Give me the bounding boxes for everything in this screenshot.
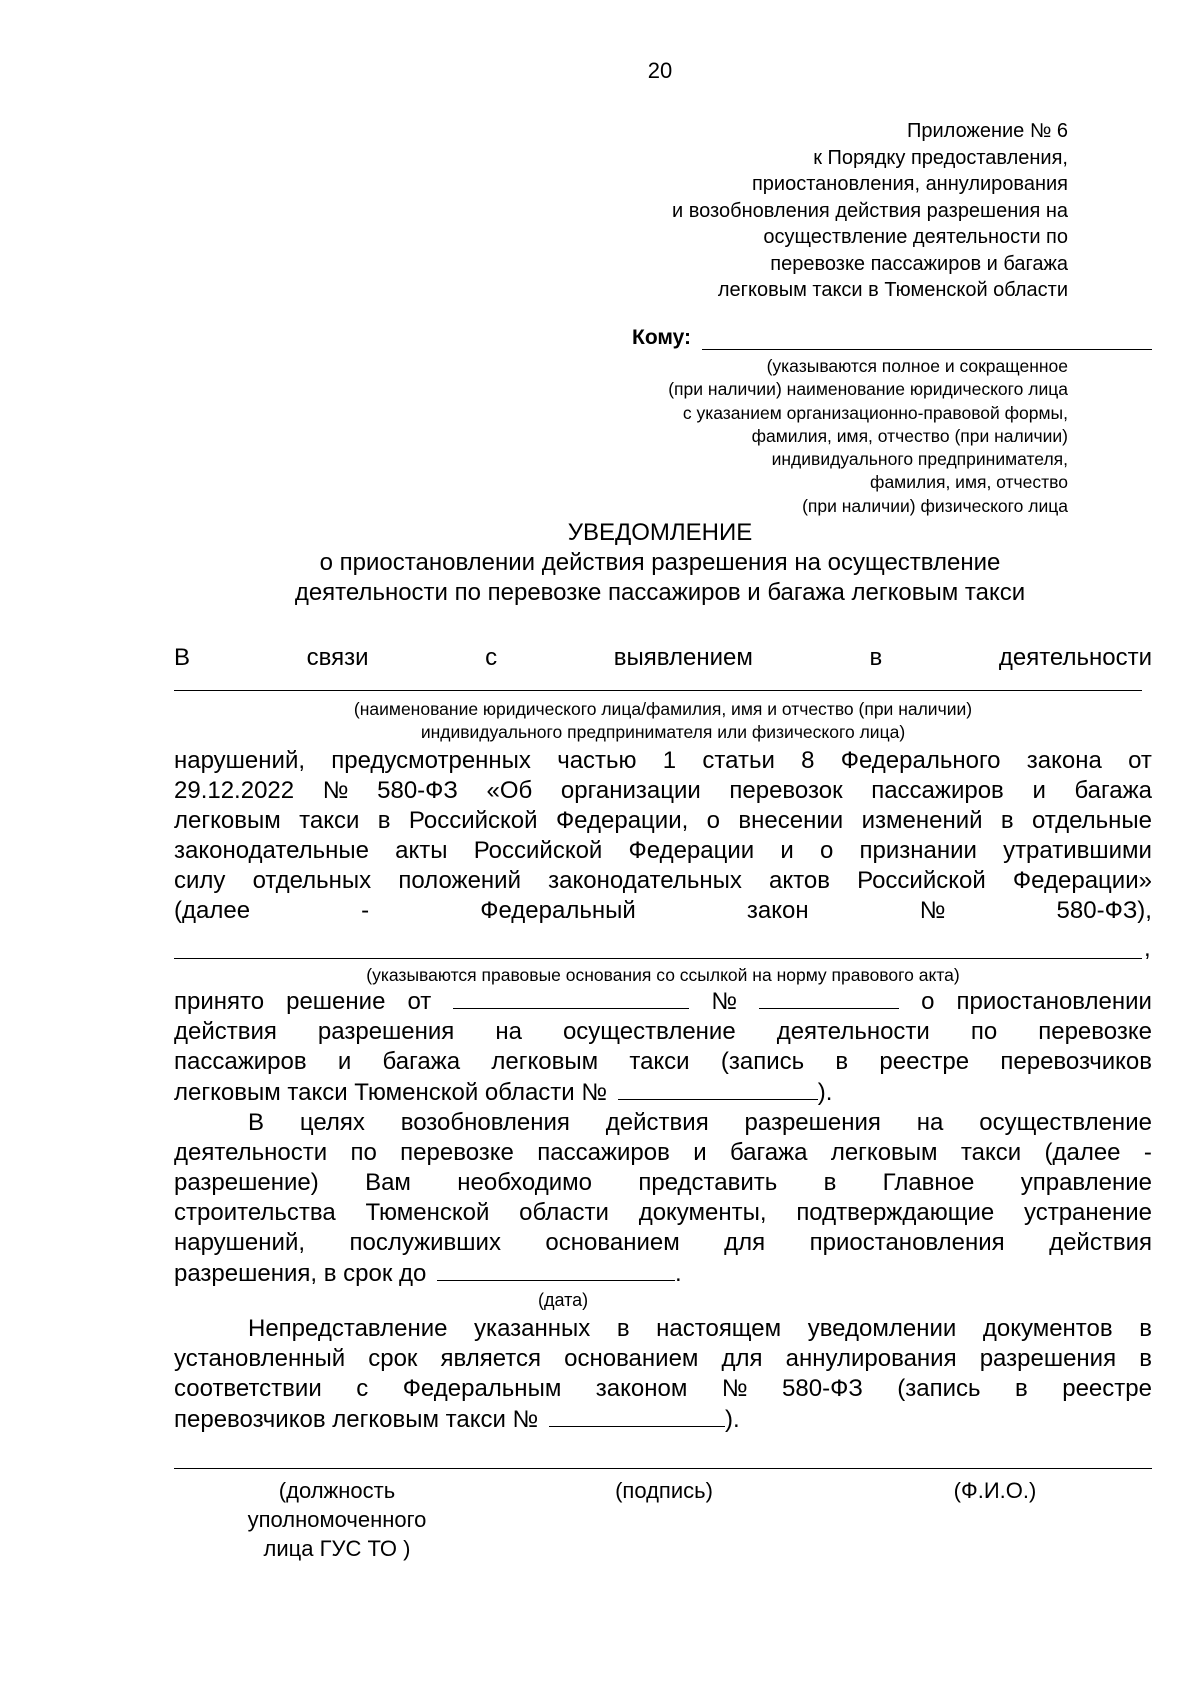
word: силу xyxy=(174,867,226,894)
word: и xyxy=(1032,777,1046,804)
word: по xyxy=(350,1139,377,1166)
word: Российской xyxy=(857,867,986,894)
word: организации xyxy=(560,777,701,804)
page-number: 20 xyxy=(647,58,673,83)
word: ). xyxy=(724,1406,740,1433)
law-line xyxy=(174,776,1152,806)
word: - xyxy=(361,897,370,924)
intro-word: выявлением xyxy=(613,644,753,671)
word: внесении xyxy=(738,807,844,834)
word: и xyxy=(780,837,794,864)
word: Тюменской xyxy=(365,1199,490,1226)
word: установленный xyxy=(174,1345,346,1372)
signature-name: (Ф.И.О.) xyxy=(953,1478,1037,1503)
annul-line xyxy=(174,1344,1152,1374)
word: деятельности xyxy=(174,1139,328,1166)
word: в xyxy=(377,807,391,834)
word: перевозке xyxy=(1038,1018,1152,1045)
word: соответствии xyxy=(174,1375,322,1402)
word: Федерации, xyxy=(555,807,689,834)
word: необходимо xyxy=(457,1169,592,1196)
word: «Об xyxy=(486,777,533,804)
legal-basis-hint: (указываются правовые основания со ссылкой на норму правового акта) xyxy=(366,965,960,985)
word: Федеральный xyxy=(480,897,636,924)
word: уведомлении xyxy=(807,1315,957,1342)
word: документы, xyxy=(638,1199,767,1226)
word: закона xyxy=(1026,747,1102,774)
word: законодательных xyxy=(548,867,742,894)
legal-basis-comma: , xyxy=(1144,935,1151,962)
word: устранение xyxy=(1023,1199,1152,1226)
word: в xyxy=(823,1169,837,1196)
recipient-hint-line: (указываются полное и сокращенное xyxy=(766,356,1068,376)
word: действия xyxy=(1049,1229,1152,1256)
word: представить xyxy=(638,1169,778,1196)
word: 1 xyxy=(662,747,677,774)
word: - xyxy=(1143,1139,1152,1166)
word: и xyxy=(693,1139,707,1166)
law-line xyxy=(174,806,1152,836)
word: (далее xyxy=(1044,1139,1121,1166)
recipient-hint-line: с указанием организационно-правовой формы, xyxy=(682,402,1068,423)
word: В xyxy=(248,1109,265,1136)
appendix-line: Приложение № 6 xyxy=(907,120,1068,142)
intro-word: деятельности xyxy=(998,644,1152,671)
word: осуществление xyxy=(979,1109,1152,1136)
word: такси xyxy=(960,1139,1022,1166)
word: принято xyxy=(174,988,265,1015)
word: Российской xyxy=(473,837,603,864)
entity-hint: индивидуального предпринимателя или физического лица) xyxy=(420,722,906,742)
recipient-hint-line: (при наличии) физического лица xyxy=(802,495,1068,516)
appendix-header xyxy=(672,118,1068,304)
word: пассажиров xyxy=(174,1048,307,1075)
word: от xyxy=(1128,747,1152,774)
word: с xyxy=(356,1375,369,1402)
signature-position xyxy=(232,1476,442,1563)
intro-line xyxy=(174,643,1152,673)
recipient-hint-line: фамилия, имя, отчество (при наличии) xyxy=(751,425,1068,446)
word: № xyxy=(721,1375,748,1402)
resume-line xyxy=(174,1258,1152,1289)
word: № xyxy=(711,988,738,1015)
decision-line xyxy=(174,1077,1152,1108)
word: разрешения xyxy=(979,1345,1117,1372)
word: указанных xyxy=(474,1315,591,1342)
word: для xyxy=(721,1345,763,1372)
word: багажа xyxy=(729,1139,808,1166)
appendix-line: осуществление деятельности по xyxy=(763,226,1068,248)
recipient-hint-line: индивидуального предпринимателя, xyxy=(771,449,1068,470)
word: перевозке xyxy=(400,1139,514,1166)
word: нарушений, xyxy=(174,747,306,774)
word: пассажиров xyxy=(537,1139,670,1166)
word: утратившими xyxy=(1003,837,1152,864)
word: подтверждающие xyxy=(796,1199,995,1226)
word: приостановления xyxy=(809,1229,1005,1256)
word: основанием xyxy=(545,1229,680,1256)
appendix-line: легковым такси в Тюменской области xyxy=(717,279,1068,301)
word: в xyxy=(1000,807,1014,834)
word: осуществление xyxy=(562,1018,736,1045)
date-hint: (дата) xyxy=(538,1290,589,1310)
word: нарушений, xyxy=(174,1229,306,1256)
recipient-hint xyxy=(668,355,1068,518)
signature-line xyxy=(174,1468,1152,1469)
law-line xyxy=(174,866,1152,896)
word: такси xyxy=(629,1048,690,1075)
word: строительства xyxy=(174,1199,336,1226)
word: области xyxy=(519,1199,609,1226)
word: послуживших xyxy=(349,1229,501,1256)
entity-blank-line xyxy=(174,690,1142,691)
word: разрешения xyxy=(744,1109,881,1136)
word: пассажиров xyxy=(871,777,1004,804)
word: в xyxy=(1015,1375,1028,1402)
resume-paragraph xyxy=(174,1108,1152,1289)
word: разрешения, в срок до xyxy=(174,1260,427,1287)
decision-line xyxy=(174,1047,1152,1077)
law-line xyxy=(174,836,1152,866)
word: на xyxy=(916,1109,944,1136)
intro-word: В xyxy=(174,644,191,671)
signature-position-line: лица ГУС ТО ) xyxy=(263,1536,411,1561)
word: багажа xyxy=(1074,777,1152,804)
word: 580-ФЗ xyxy=(377,777,458,804)
intro-word: с xyxy=(485,644,498,671)
word: разрешения xyxy=(317,1018,455,1045)
word: легковым xyxy=(491,1048,599,1075)
word: ). xyxy=(817,1079,833,1106)
word: легковым xyxy=(174,807,281,834)
entity-hint: (наименование юридического лица/фамилия, имя и отчество (при наличии) xyxy=(353,699,973,719)
resume-line xyxy=(174,1198,1152,1228)
word: от xyxy=(407,988,432,1015)
word: основанием xyxy=(564,1345,699,1372)
word: решение xyxy=(286,988,386,1015)
annul-line xyxy=(248,1314,1152,1344)
word: Российской xyxy=(408,807,538,834)
word: действия xyxy=(605,1109,709,1136)
intro-word: связи xyxy=(306,644,369,671)
document-title: УВЕДОМЛЕНИЕ xyxy=(567,519,753,546)
word: легковым xyxy=(830,1139,938,1166)
word: настоящем xyxy=(656,1315,782,1342)
word: реестре xyxy=(1062,1375,1152,1402)
word: является xyxy=(440,1345,542,1372)
word: разрешение) xyxy=(174,1169,319,1196)
word: багажа xyxy=(382,1048,461,1075)
word: легковым такси Тюменской области № xyxy=(174,1079,608,1106)
word: и xyxy=(337,1048,352,1075)
word: Главное xyxy=(882,1169,975,1196)
word: о xyxy=(706,807,721,834)
resume-line xyxy=(174,1168,1152,1198)
decision-date-blank xyxy=(453,986,689,1009)
word: актов xyxy=(769,867,830,894)
recipient-hint-line: (при наличии) наименование юридического лица xyxy=(668,379,1068,400)
word: 580-ФЗ), xyxy=(1056,897,1152,924)
word: в xyxy=(1139,1315,1152,1342)
word: (запись xyxy=(720,1048,805,1075)
word: перевозок xyxy=(729,777,843,804)
word: (запись xyxy=(897,1375,981,1402)
word: в xyxy=(835,1048,849,1075)
decision-number-blank xyxy=(759,986,899,1009)
word: деятельности xyxy=(776,1018,930,1045)
word: 29.12.2022 xyxy=(174,777,295,804)
resume-line xyxy=(248,1108,1152,1138)
word: Федерального xyxy=(840,747,1001,774)
word: закон xyxy=(746,897,809,924)
recipient-blank-line xyxy=(702,349,1152,350)
resume-line xyxy=(174,1138,1152,1168)
word: № xyxy=(322,777,349,804)
word: законом xyxy=(595,1375,688,1402)
annul-line xyxy=(174,1404,1152,1435)
carrier-registry-blank xyxy=(549,1404,725,1427)
word: о xyxy=(921,988,935,1015)
legal-basis-blank-line xyxy=(174,958,1142,959)
law-line xyxy=(174,896,1152,926)
word: отдельных xyxy=(252,867,372,894)
word: аннулирования xyxy=(785,1345,957,1372)
annul-line xyxy=(174,1374,1152,1404)
law-paragraph xyxy=(174,746,1152,926)
word: . xyxy=(675,1260,682,1287)
intro-word: в xyxy=(869,644,883,671)
word: 580-ФЗ xyxy=(782,1375,863,1402)
word: Федеральным xyxy=(402,1375,562,1402)
word: о xyxy=(819,837,834,864)
word: в xyxy=(616,1315,630,1342)
word: перевозчиков легковым такси № xyxy=(174,1406,539,1433)
word: по xyxy=(970,1018,998,1045)
word: частью xyxy=(557,747,637,774)
word: такси xyxy=(299,807,360,834)
word: возобновления xyxy=(400,1109,570,1136)
word: действия xyxy=(174,1018,277,1045)
word: целях xyxy=(299,1109,365,1136)
word: приостановлении xyxy=(956,988,1152,1015)
word: предусмотренных xyxy=(331,747,531,774)
law-line xyxy=(174,746,1152,776)
word: Федерации xyxy=(628,837,755,864)
appendix-line: и возобновления действия разрешения на xyxy=(672,199,1068,222)
annul-paragraph xyxy=(174,1314,1152,1435)
word: (далее xyxy=(174,897,251,924)
signature-sign: (подпись) xyxy=(615,1478,713,1503)
word: статьи xyxy=(702,747,775,774)
decision-line xyxy=(174,986,1152,1017)
word: положений xyxy=(398,867,521,894)
word: № xyxy=(919,897,946,924)
word: 8 xyxy=(801,747,815,774)
word: на xyxy=(495,1018,522,1045)
word: управление xyxy=(1020,1169,1152,1196)
word: акты xyxy=(395,837,448,864)
document-subtitle: о приостановлении действия разрешения на осуществление xyxy=(319,549,1001,576)
recipient-label: Кому: xyxy=(632,326,692,349)
recipient-hint-line: фамилия, имя, отчество xyxy=(870,472,1068,493)
appendix-line: перевозке пассажиров и багажа xyxy=(770,252,1068,275)
word: реестре xyxy=(879,1048,970,1075)
signature-position-line: уполномоченного xyxy=(247,1507,427,1532)
word: отдельные xyxy=(1032,807,1152,834)
appendix-line: приостановления, аннулирования xyxy=(751,173,1068,195)
word: Федерации» xyxy=(1012,867,1152,894)
word: перевозчиков xyxy=(1000,1048,1152,1075)
word: изменений xyxy=(861,807,983,834)
word: признании xyxy=(859,837,977,864)
resume-line xyxy=(174,1228,1152,1258)
document-subtitle: деятельности по перевозке пассажиров и багажа легковым такси xyxy=(294,579,1026,606)
word: Непредставление xyxy=(248,1315,448,1342)
signature-position-line: (должность xyxy=(278,1478,396,1503)
word: срок xyxy=(368,1345,418,1372)
registry-number-blank xyxy=(618,1077,818,1100)
deadline-date-blank xyxy=(437,1258,675,1281)
appendix-line: к Порядку предоставления, xyxy=(813,146,1068,169)
word: документов xyxy=(982,1315,1113,1342)
word: для xyxy=(724,1229,766,1256)
decision-line xyxy=(174,1017,1152,1047)
decision-paragraph xyxy=(174,986,1152,1108)
word: законодательные xyxy=(174,837,369,864)
word: в xyxy=(1139,1345,1152,1372)
word: Вам xyxy=(365,1169,411,1196)
